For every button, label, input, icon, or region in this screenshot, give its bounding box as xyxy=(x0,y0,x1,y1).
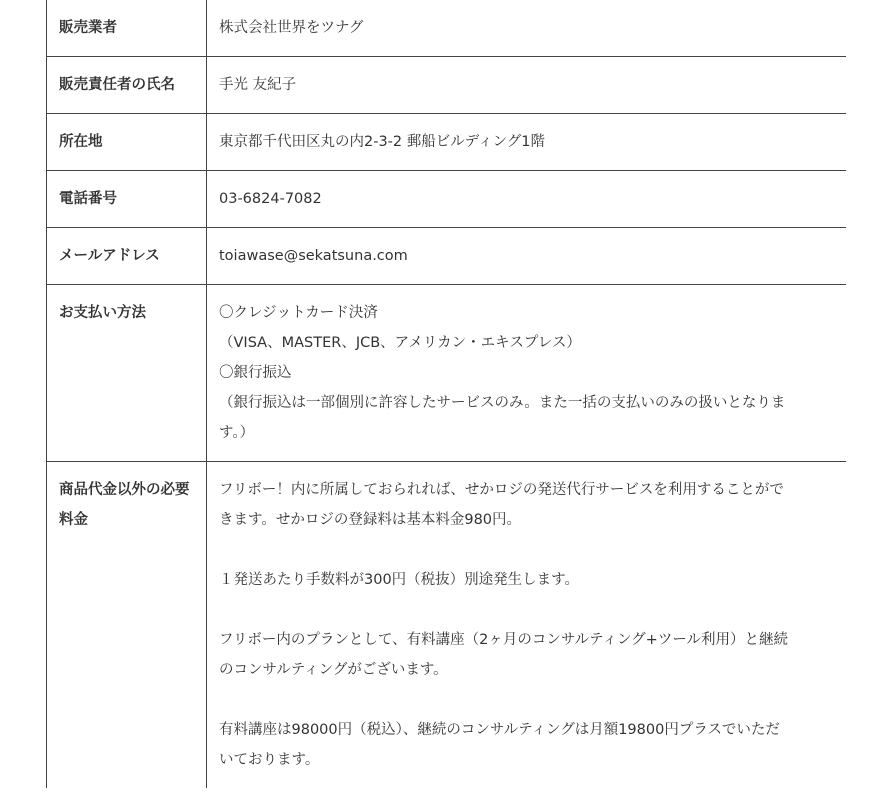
table-row-phone xyxy=(47,171,847,228)
value-line: 手光 友紀子 xyxy=(219,77,297,93)
row-label: お支払い方法 xyxy=(47,285,207,462)
row-label: 商品代金以外の必要料金 xyxy=(47,462,207,789)
table-row-seller xyxy=(47,0,847,57)
legal-notice-table-container xyxy=(46,0,846,806)
value-line: （VISA、MASTER、JCB、アメリカン・エキスプレス） xyxy=(219,335,581,351)
row-value xyxy=(207,285,847,462)
row-value xyxy=(207,171,847,228)
row-label: メールアドレス xyxy=(47,228,207,285)
blank-line xyxy=(219,595,836,625)
table-row-additional-fees xyxy=(47,462,847,789)
value-line: toiawase@sekatsuna.com xyxy=(219,248,408,264)
legal-notice-table xyxy=(46,0,846,788)
value-line: いております。 xyxy=(219,752,320,768)
value-line: のコンサルティングがございます。 xyxy=(219,662,448,678)
row-value xyxy=(207,462,847,789)
value-line: フリボー！内に所属しておられれば、せかロジの発送代行サービスを利用することがで xyxy=(219,482,784,498)
value-line: １発送あたり手数料が300円（税抜）別途発生します。 xyxy=(219,572,580,588)
blank-line xyxy=(219,535,836,565)
row-value xyxy=(207,114,847,171)
row-label: 電話番号 xyxy=(47,171,207,228)
value-line: （銀行振込は一部個別に許容したサービスのみ。また一括の支払いのみの扱いとなりま xyxy=(219,395,786,411)
value-line: 〇クレジットカード決済 xyxy=(219,305,378,321)
value-line: フリボー内のプランとして、有料講座（2ヶ月のコンサルティング+ツール利用）と継続 xyxy=(219,632,789,648)
table-row-address xyxy=(47,114,847,171)
value-line: 〇銀行振込 xyxy=(219,365,292,381)
table-row-email xyxy=(47,228,847,285)
row-value xyxy=(207,0,847,57)
table-row-responsible-person xyxy=(47,57,847,114)
row-value xyxy=(207,57,847,114)
row-label: 販売業者 xyxy=(47,0,207,57)
value-line: 03-6824-7082 xyxy=(219,191,322,207)
row-value xyxy=(207,228,847,285)
table-row-payment-method xyxy=(47,285,847,462)
value-line: きます。せかロジの登録料は基本料金980円。 xyxy=(219,512,522,528)
value-line: す。） xyxy=(219,425,255,441)
row-label: 所在地 xyxy=(47,114,207,171)
blank-line xyxy=(219,685,836,715)
value-line: 有料講座は98000円（税込）、継続のコンサルティングは月額19800円プラスでいただ xyxy=(219,722,780,738)
row-label: 販売責任者の氏名 xyxy=(47,57,207,114)
value-line: 株式会社世界をツナグ xyxy=(219,20,364,36)
value-line: 東京都千代田区丸の内2-3-2 郵船ビルディング1階 xyxy=(219,134,546,150)
